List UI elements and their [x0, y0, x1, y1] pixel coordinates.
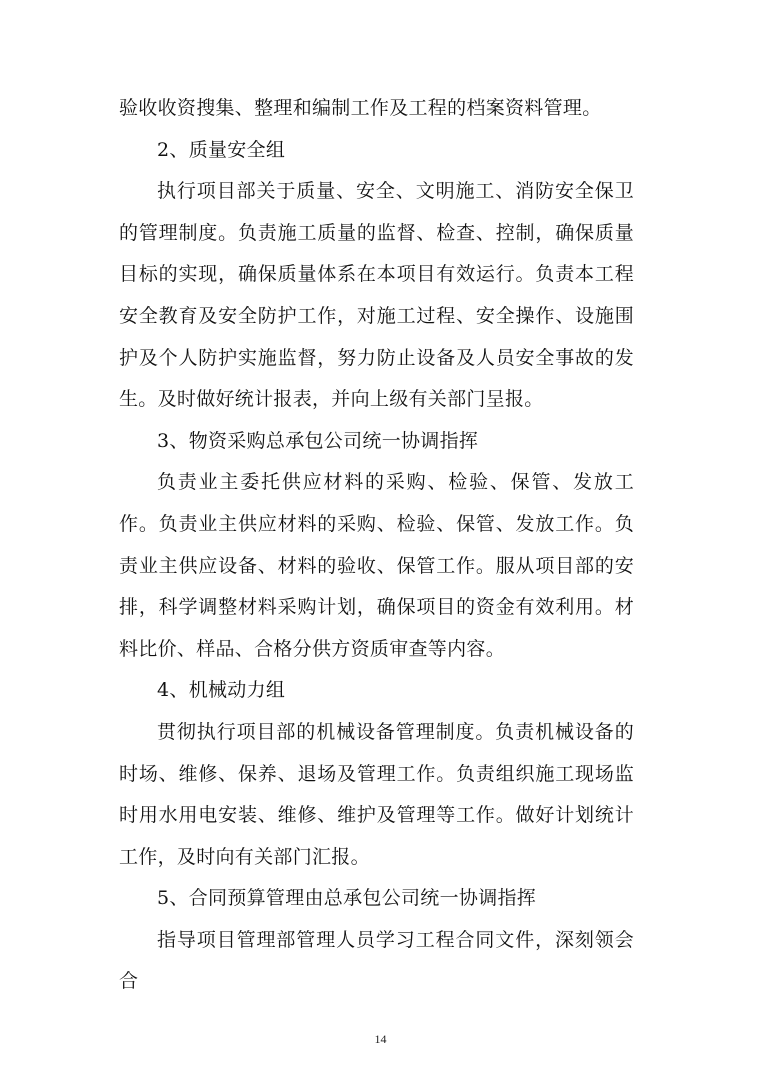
paragraph-machinery: 贯彻执行项目部的机械设备管理制度。负责机械设备的时场、维修、保养、退场及管理工作。负责组织施工现场监时用水用电安装、维修、维护及管理等工作。做好计划统计工作，及时向有关部门汇报。 — [119, 720, 634, 868]
section-heading-machinery: 4、机械动力组 — [157, 679, 286, 702]
section-heading-contract-budget: 5、合同预算管理由总承包公司统一协调指挥 — [157, 887, 537, 910]
paragraph-contract-budget: 指导项目管理部管理人员学习工程合同文件，深刻领会合 — [119, 928, 634, 993]
paragraph-quality-safety: 执行项目部关于质量、安全、文明施工、消防安全保卫的管理制度。负责施工质量的监督、检查、控制，确保质量目标的实现，确保质量体系在本项目有效运行。负责本工程安全教育及安全防护工作，对施工过程、安全操作、设施围护及个人防护实施监督，努力防止设备及人员安全事故的发生。及时做好统计报表，并向上级有关部门呈报。 — [119, 180, 634, 411]
paragraph-continuation: 验收收资搜集、整理和编制工作及工程的档案资料管理。 — [119, 97, 602, 119]
page-number: 14 — [374, 1032, 387, 1046]
section-heading-quality-safety: 2、质量安全组 — [157, 138, 286, 161]
page-body — [119, 88, 634, 1003]
section-heading-procurement: 3、物资采购总承包公司统一协调指挥 — [157, 429, 479, 452]
paragraph-procurement: 负责业主委托供应材料的采购、检验、保管、发放工作。负责业主供应材料的采购、检验、保管、发放工作。负责业主供应设备、材料的验收、保管工作。服从项目部的安排，科学调整材料采购计划，确保项目的资金有效利用。材料比价、样品、合格分供方资质审查等内容。 — [119, 471, 634, 660]
